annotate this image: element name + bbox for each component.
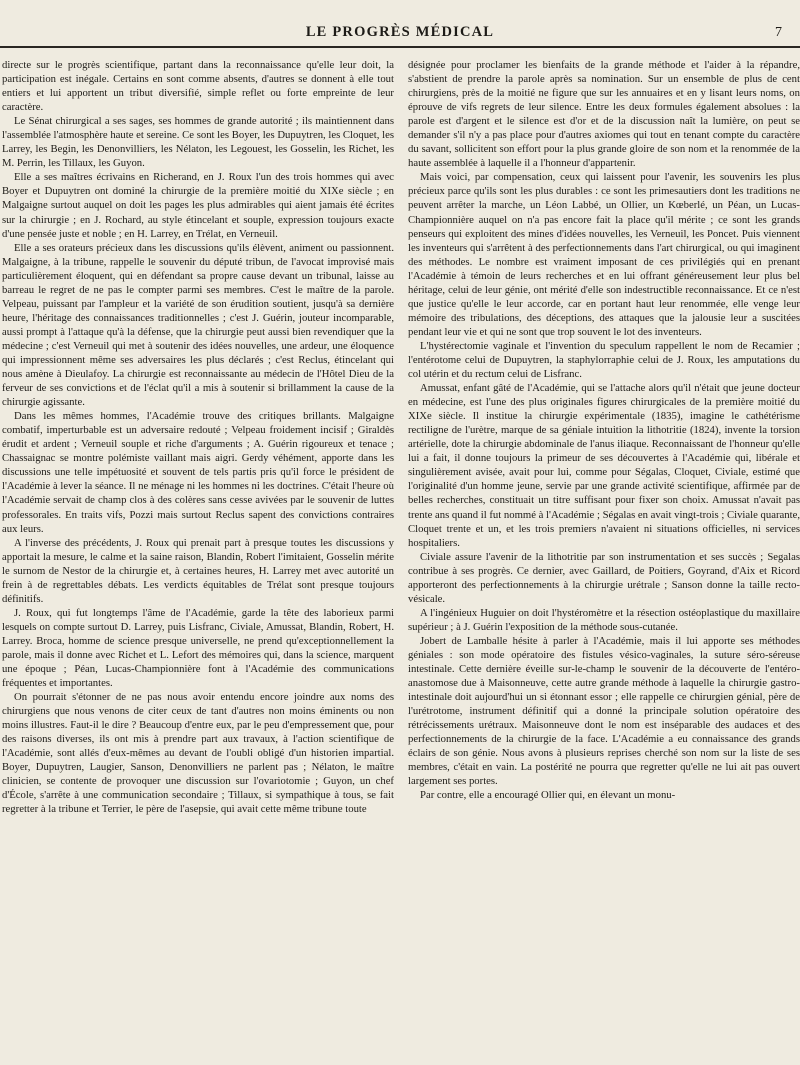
page-header [0,22,800,44]
paragraph: A l'ingénieux Huguier on doit l'hystéromètre et la résection ostéoplastique du maxillaire supérieur ; à J. Guérin l'exposition de la méthode sous-cutanée. [408,606,800,633]
paragraph: Amussat, enfant gâté de l'Académie, qui se l'attache alors qu'il n'était que jeune docteur en médecine, est l'une des plus originales figures chirurgicales de la première moitié du XIXe siècle. Il institue la chirurgie expérimentale (1835), imagine le cathétérisme rectiligne de l'urètre, marque de sa géniale intuition la lithotritie (1824), invente la torsion artérielle, dote la chirurgie abdominale de l'anus iliaque. Reconnaissant de l'honneur qu'elle lui a fait, il donne toujours la primeur de ses découvertes à l'Académie qui, libérale et singulièrement avisée, avait pour lui, comme pour Ségalas, Cloquet, Civiale, estimé que l'originalité d'un homme jeune, servie par une grande activité scientifique, affirmée par de belles recherches, constituait un titre suffisant pour fixer son choix. Amussat n'avait pas trente ans quand il fut nommé à l'Académie ; Ségalas en avait vingt-trois ; Civiale quarante, Cloquet trente et un, et les trois premiers n'avaient ni situations officielles, ni services hospitaliers. [408,382,800,549]
paragraph: Le Sénat chirurgical a ses sages, ses hommes de grande autorité ; ils maintiennent dans l'assemblée l'atmosphère haute et sereine. Ce sont les Boyer, les Dupuytren, les Cloquet, les Larrey, les Begin, les Denonvilliers, les Nélaton, les Legouest, les Gosselin, les Richet, les M. Perrin, les Tillaux, les Guyon. [2,115,394,170]
paragraph: J. Roux, qui fut longtemps l'âme de l'Académie, garde la tête des laborieux parmi lesquels on compte surtout D. Larrey, puis Lisfranc, Civiale, Amussat, Blandin, Robert, H. Larrey. Broca, homme de science presque universelle, ne prend qu'exceptionnellement la parole, mais il donne avec Richet et L. Lefort des mémoires qui, dans la science, marquent une époque ; Péan, Lucas-Championnière font à l'Académie des communications fréquentes et importantes. [2,606,394,690]
right-column [408,58,800,802]
paragraph: Elle a ses orateurs précieux dans les discussions qu'ils élèvent, animent ou passionnent. Malgaigne, à la tribune, rappelle le souvenir du député tribun, de l'avocat improvisé mais particulièrement éloquent, qui en défendant sa propre cause devant un tribunal, laisse au barreau le regret de ne pas le compter parmi ses membres. C'est le maître de la parole. Velpeau, puissant par l'ampleur et la variété de son érudition soutient, jusqu'à sa dernière heure, l'héritage des connaissances traditionnelles ; c'est J. Guérin, jouteur incomparable, aussi prompt à l'attaque qu'à la défense, que la chirurgie peut aussi bien revendiquer que la médecine ; c'est Verneuil qui met à soutenir des idées nouvelles, une ardeur, une éloquence qui impressionnent même ses adversaires les plus déclarés ; c'est Reclus, étincelant qui nous amène à Dieulafoy. La chirurgie est reconnaissante au médecin de l'Hôtel Dieu de la ferveur de ses convictions et de l'éclat qu'il a mis à soutenir si brillamment la cause de la chirurgie agissante. [2,241,394,409]
paragraph: Par contre, elle a encouragé Ollier qui, en élevant un monu- [420,789,676,802]
paragraph: Mais voici, par compensation, ceux qui laissent pour l'avenir, les souvenirs les plus précieux parce qu'ils sont les plus durables : ce sont les primesautiers dont les traditions ne peuvent arrêter la marche, un Léon Labbé, un Ollier, un Kœberlé, un Péan, un Lucas-Championnière auquel on n'a pas encore fait la place qu'il mérite ; ce sont les grands penseurs qui exploitent des mines d'idées nouvelles, les Verneuil, les Poncet. Puis viennent les inventeurs qui s'arrêtent à des perfectionnements dans l'art chirurgical, ou qui imaginent des méthodes. Le nombre est vraiment imposant de ces privilégiés qui en prenant l'Académie à témoin de leurs recherches et en lui offrant généreusement leur plus bel héritage, celui de leur génie, ont mérité d'elle son indestructible reconnaissance. Et ce n'est que justice qu'elle le leur accorde, car en portant haut leur renommée, elle venge leur mémoire des tribulations, des déceptions, des attaques que la jalousie leur a suscitées pendant leur vie et qui ne sont que trop souvent le lot des inventeurs. [408,171,800,338]
running-title: LE PROGRÈS MÉDICAL [305,24,495,40]
paragraph: A l'inverse des précédents, J. Roux qui prenait part à presque toutes les discussions y apportait la mesure, le calme et la saine raison, Blandin, Robert l'imitaient, Gosselin mérite le surnom de Nestor de la chirurgie et, à certaines heures, H. Larrey met avec autorité un frein à de regrettables débats. Les verdicts équitables de Trélat sont presque toujours définitifs. [2,536,394,605]
paragraph: Elle a ses maîtres écrivains en Richerand, en J. Roux l'un des trois hommes qui avec Boyer et Dupuytren ont dominé la chirurgie de la première moitié du XIXe siècle ; en Malgaigne surtout auquel on doit les pages les plus admirables qui aient jamais été écrites sur la chirurgie ; en J. Rochard, au style étincelant et souple, expression toujours exacte d'une pensée juste et noble ; en H. Larrey, en Trélat, en Verneuil. [2,171,394,240]
header-rule [0,46,800,48]
paragraph: Civiale assure l'avenir de la lithotritie par son instrumentation et ses succès ; Segalas contribue à ses progrès. Ce dernier, avec Gaillard, de Poitiers, Goyrand, d'Aix et Ricord apporteront des perfectionnements à la chirurgie urétrale ; Sanson donne la taille recto-vésicale. [408,550,800,605]
paragraph: Jobert de Lamballe hésite à parler à l'Académie, mais il lui apporte ses méthodes géniales : son mode opératoire des fistules vésico-vaginales, la suture séro-séreuse intestinale. Cette dernière éveille sur-le-champ le souvenir de la découverte de l'entéro-anastomose due à Maisonneuve, cette autre grande méthode à laquelle la chirurgie gastro-intestinale doit aujourd'hui un si étonnant essor ; elle rappelle ce chirurgien génial, père de l'urétrotome, instrument définitif qui a donné la principale solution opératoire des rétrécissements urétraux. Maisonneuve dont le nom est inséparable des audaces et des perfectionnements de la chirurgie de la face. L'Académie a eu connaissance des grands éclairs de son génie. Nous avons à plusieurs reprises cherché son nom sur la liste de ses membres, c'était en vain. La postérité ne pourra que regretter qu'elle ne lui ait pas ouvert largement ses portes. [408,634,800,788]
page-number: 7 [775,25,782,40]
left-column [2,58,394,817]
paragraph: Dans les mêmes hommes, l'Académie trouve des critiques brillants. Malgaigne combatif, imperturbable est un adversaire redouté ; Velpeau froidement incisif ; Giraldès érudit et ardent ; Verneuil souple et riche d'arguments ; A. Guérin rigoureux et tenace ; Chassaignac se montre polémiste vaillant mais aigri. Gerdy véhément, apporte dans les discussions une telle impétuosité et souvent de tels partis pris qu'il force le président de l'Académie à lever la séance. Il ne ménage ni les hommes ni les doctrines. C'était l'heure où l'Académie servait de champ clos à des colères sans cesse avivées par le souvenir de luttes professorales. En traits vifs, Pozzi mais surtout Reclus sapent des convictions contraires aux leurs. [2,410,394,535]
paragraph: L'hystérectomie vaginale et l'invention du speculum rappellent le nom de Recamier ; l'entérotome celui de Dupuytren, la staphylorraphie celui de J. Roux, les amputations du col utérin et du rectum celui de Lisfranc. [408,339,800,381]
paragraph: On pourrait s'étonner de ne pas nous avoir entendu encore joindre aux noms des chirurgiens que nous venons de citer ceux de tant d'autres non moins éminents ou non moins illustres. Faut-il le dire ? Beaucoup d'entre eux, par le peu d'empressement que, pour des raisons diverses, ils ont mis à prendre part aux travaux, à l'action scientifique de l'Académie, sont allés d'eux-mêmes au devant de l'oubli obligé d'un historien impartial. Boyer, Dupuytren, Laugier, Sanson, Denonvilliers ne parlent pas ; Nélaton, le maître clinicien, se contente de provoquer une discussion sur l'ovariotomie ; Guyon, un chef d'École, s'arrête à une communication secondaire ; Tillaux, si sympathique à tous, se fait regretter à la tribune et Terrier, le père de l'asepsie, qui avait cette même tribune toute [2,691,394,816]
paragraph: désignée pour proclamer les bienfaits de la grande méthode et l'aider à la répandre, s'abstient de prendre la parole après sa nomination. Sur un ensemble de plus de cent chirurgiens, près de la moitié ne figure que sur les annuaires et en y lisant leurs noms, on éprouve de vifs regrets de leur silence. Entre les deux formules également absolues : la parole est d'argent et le silence est d'or et de la discussion naît la lumière, on peut se demander s'il n'y a pas place pour d'autres axiomes qui tout en tenant compte du caractère du savant, sollicitent son effort pour la plus grande gloire de son nom et la renommée de la haute assemblée à laquelle il a l'honneur d'appartenir. [408,59,800,170]
paragraph: directe sur le progrès scientifique, partant dans la reconnaissance qu'elle leur doit, la participation est inégale. Certains en sont comme absents, d'autres se donnent à elle tout entiers et lui apportent un tribut diversifié, simple reflet ou forte empreinte de leur caractère. [2,59,394,114]
